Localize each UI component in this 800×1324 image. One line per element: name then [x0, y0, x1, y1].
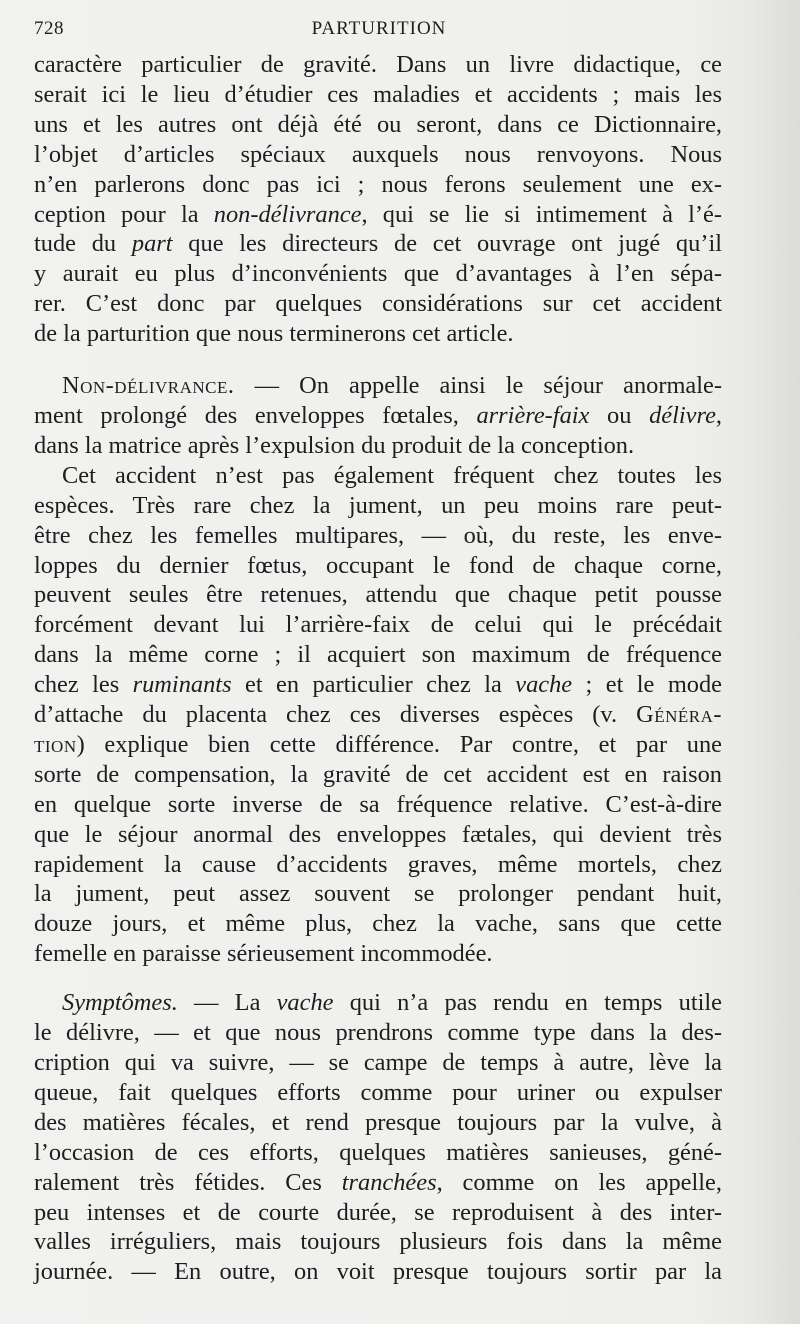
text-line: dans la même corne ; il acquiert son maximum de fréquence — [34, 641, 722, 669]
text-line: forcément devant lui l’arrière-faix de celui qui le précédait — [34, 611, 722, 639]
page-body — [34, 50, 722, 1287]
text-line: Non-délivrance. — On appelle ainsi le séjour anormale- — [62, 372, 722, 400]
paragraph-symptomes — [34, 988, 722, 1287]
text-line: cription qui va suivre, — se campe de temps à autre, lève la — [34, 1049, 722, 1076]
italic-term: délivre — [649, 401, 716, 429]
text-line: ment prolongé des enveloppes fœtales, arrière-faix ou délivre, — [34, 401, 722, 429]
italic-term: ruminants — [132, 671, 232, 699]
text-line: que le séjour anormal des enveloppes fætales, qui devient très — [34, 820, 722, 848]
text-line: l’objet d’articles spéciaux auxquels nous renvoyons. Nous — [34, 140, 722, 168]
text-line: journée. — En outre, on voit presque toujours sortir par la — [34, 1258, 722, 1286]
text-line: chez les ruminants et en particulier chez la vache ; et le mode — [34, 671, 723, 699]
paragraph-non-delivrance — [34, 371, 722, 461]
text-line: sorte de compensation, la gravité de cet accident est en raison — [34, 760, 722, 788]
italic-term: non-délivrance — [213, 200, 362, 228]
text-line: n’en parlerons donc pas ici ; nous ferons seulement une ex- — [34, 170, 722, 198]
text-line: des matières fécales, et rend presque toujours par la vulve, à — [34, 1108, 722, 1136]
text-line: tude du part que les directeurs de cet ouvrage ont jugé qu’il — [34, 230, 722, 258]
text-line: peu intenses et de courte durée, se reproduisent à des inter- — [34, 1198, 722, 1226]
text-line: dans la matrice après l’expulsion du produit de la conception. — [34, 431, 635, 459]
text-line: Symptômes. — La vache qui n’a pas rendu en temps utile — [62, 989, 722, 1017]
text-line: caractère particulier de gravité. Dans un livre didactique, ce — [34, 51, 722, 78]
cross-reference: Généra- — [636, 701, 722, 729]
text-line: femelle en paraisse sérieusement incommodée. — [34, 940, 493, 968]
italic-term: arrière-faix — [476, 401, 590, 429]
text-line: peuvent seules être retenues, attendu que chaque petit pousse — [34, 581, 722, 609]
text-line: l’occasion de ces efforts, quelques matières sanieuses, géné- — [34, 1138, 722, 1166]
text-line: Cet accident n’est pas également fréquent chez toutes les — [62, 461, 722, 489]
text-line: d’attache du placenta chez ces diverses espèces (v. Généra- — [34, 701, 722, 729]
text-line: tion) explique bien cette différence. Par contre, et par une — [34, 730, 722, 758]
text-line: être chez les femelles multipares, — où, du reste, les enve- — [34, 521, 722, 549]
section-heading: Symptômes. — [62, 989, 178, 1017]
page-header — [34, 18, 724, 44]
running-title: PARTURITION — [311, 18, 447, 39]
text-line: loppes du dernier fœtus, occupant le fond de chaque corne, — [34, 551, 722, 579]
text-line: espèces. Très rare chez la jument, un peu moins rare peut- — [34, 491, 722, 519]
text-line: douze jours, et même plus, chez la vache, sans que cette — [34, 910, 722, 938]
text-line: ralement très fétides. Ces tranchées, comme on les appelle, — [34, 1168, 722, 1196]
paragraph-intro — [34, 50, 722, 349]
cross-reference: tion — [34, 730, 77, 758]
page-number: 728 — [34, 18, 64, 39]
text-line: queue, fait quelques efforts comme pour uriner ou expulser — [34, 1078, 722, 1106]
text-line: rapidement la cause d’accidents graves, même mortels, chez — [34, 850, 722, 878]
page-edge-shadow — [750, 0, 800, 1324]
text-line: serait ici le lieu d’étudier ces maladies et accidents ; mais les — [34, 80, 722, 108]
text-line: uns et les autres ont déjà été ou seront, dans ce Dictionnaire, — [34, 110, 722, 138]
italic-term: vache — [276, 989, 334, 1017]
text-line: en quelque sorte inverse de sa fréquence relative. C’est-à-dire — [34, 790, 722, 818]
text-line: le délivre, — et que nous prendrons comme type dans la des- — [34, 1019, 722, 1047]
text-line: la jument, peut assez souvent se prolonger pendant huit, — [34, 880, 722, 908]
text-line: rer. C’est donc par quelques considérations sur cet accident — [34, 290, 722, 318]
text-line: y aurait eu plus d’inconvénients que d’avantages à l’en sépa- — [34, 260, 722, 288]
section-heading: Non-délivrance. — [62, 372, 235, 400]
text-line: de la parturition que nous terminerons cet article. — [34, 320, 514, 348]
italic-term: vache — [515, 671, 573, 699]
text-line: ception pour la non-délivrance, qui se lie si intimement à l’é- — [34, 200, 722, 228]
paragraph-frequency — [34, 461, 722, 969]
italic-term: part — [131, 230, 173, 258]
italic-term: tranchées — [341, 1168, 437, 1196]
text-line: valles irréguliers, mais toujours plusieurs fois dans la même — [34, 1228, 722, 1256]
